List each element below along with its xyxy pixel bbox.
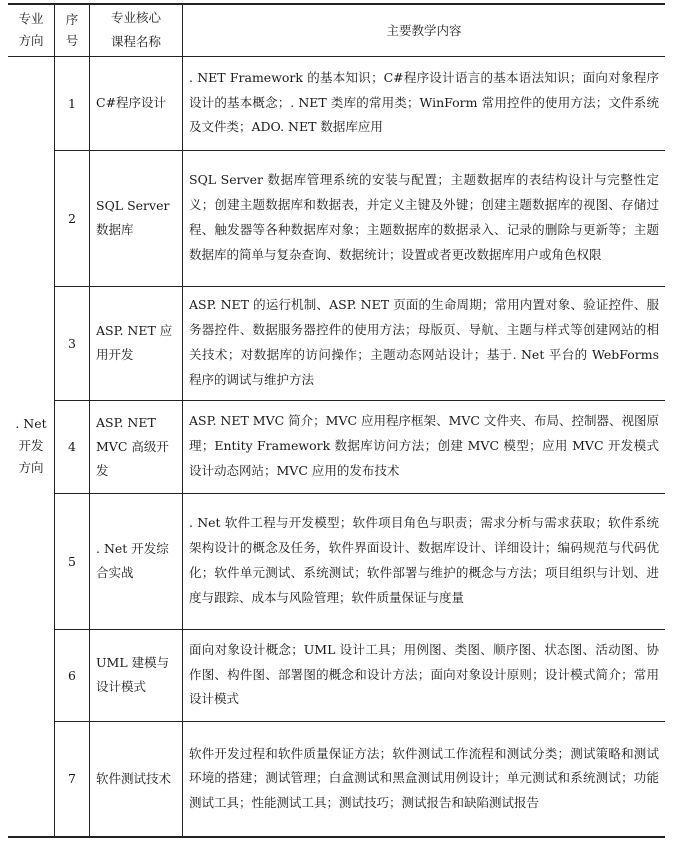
row-number: 1	[55, 56, 90, 150]
table-row	[8, 286, 665, 400]
curriculum-table	[8, 3, 665, 838]
row-number: 3	[55, 286, 90, 400]
header-content: 主要教学内容	[183, 4, 666, 56]
course-content: 软件开发过程和软件质量保证方法；软件测试工作流程和测试分类；测试策略和测试环境的搭建；测试管理；白盒测试和黑盒测试用例设计；单元测试和系统测试；功能测试工具；性能测试工具；测试技巧；测试报告和缺陷测试报告	[183, 721, 666, 837]
header-number: 序号	[55, 4, 90, 56]
course-content: SQL Server 数据库管理系统的安装与配置；主题数据库的表结构设计与完整性定义；创建主题数据库和数据表，并定义主键及外键；创建主题数据库的视图、存储过程、触发器等各种数据库对象；主题数据库的数据录入、记录的删除与更新等；主题数据库的简单与复杂查询、数据统计；设置或者更改数据库用户或角色权限	[183, 150, 666, 286]
table-row	[8, 493, 665, 629]
row-number: 6	[55, 629, 90, 721]
course-name: UML 建模与设计模式	[90, 629, 183, 721]
course-name: 软件测试技术	[90, 721, 183, 837]
table-row	[8, 56, 665, 150]
direction-cell: . Net 开发 方向	[8, 56, 55, 837]
course-name: C#程序设计	[90, 56, 183, 150]
course-name: ASP. NET MVC 高级开发	[90, 400, 183, 493]
course-content: . Net 软件工程与开发模型；软件项目角色与职责；需求分析与需求获取；软件系统架构设计的概念及任务，软件界面设计、数据库设计、详细设计；编码规范与代码优化；软件单元测试、系统测试；软件部署与维护的概念与方法；项目组织与计划、进度与跟踪、成本与风险管理；软件质量保证与度量	[183, 493, 666, 629]
row-number: 5	[55, 493, 90, 629]
row-number: 2	[55, 150, 90, 286]
course-name: . Net 开发综合实战	[90, 493, 183, 629]
table-row	[8, 150, 665, 286]
course-name: SQL Server 数据库	[90, 150, 183, 286]
course-content: 面向对象设计概念；UML 设计工具；用例图、类图、顺序图、状态图、活动图、协作图、构件图、部署图的概念和设计方法；面向对象设计原则；设计模式简介；常用设计模式	[183, 629, 666, 721]
header-course-name: 专业核心 课程名称	[90, 4, 183, 56]
table-row	[8, 721, 665, 837]
row-number: 4	[55, 400, 90, 493]
table-header-row	[8, 4, 665, 56]
table-row	[8, 629, 665, 721]
course-name: ASP. NET 应用开发	[90, 286, 183, 400]
course-content: ASP. NET 的运行机制、ASP. NET 页面的生命周期；常用内置对象、验证控件、服务器控件、数据服务器控件的使用方法；母版页、导航、主题与样式等创建网站的相关技术；对数据库的访问操作；主题动态网站设计；基于. Net 平台的 WebForms 程序的调试与维护方法	[183, 286, 666, 400]
course-content: . NET Framework 的基本知识；C#程序设计语言的基本语法知识；面向对象程序设计的基本概念；. NET 类库的常用类；WinForm 常用控件的使用方法；文件系统及文件类；ADO. NET 数据库应用	[183, 56, 666, 150]
header-direction: 专业 方向	[8, 4, 55, 56]
table-row	[8, 400, 665, 493]
row-number: 7	[55, 721, 90, 837]
course-content: ASP. NET MVC 简介；MVC 应用程序框架、MVC 文件夹、布局、控制器、视图原理；Entity Framework 数据库访问方法；创建 MVC 模型；应用 MVC 开发模式设计动态网站；MVC 应用的发布技术	[183, 400, 666, 493]
